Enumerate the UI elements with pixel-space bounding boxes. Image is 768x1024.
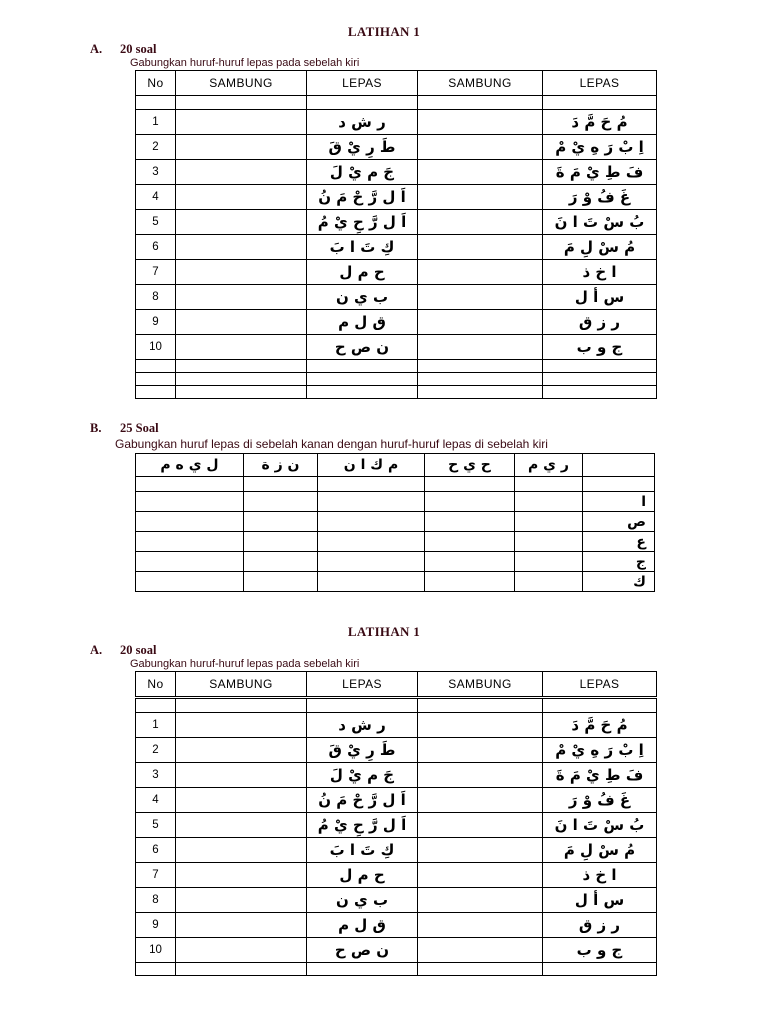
answer-cell[interactable] xyxy=(418,913,543,938)
row-number: 2 xyxy=(136,738,176,763)
lepas-cell: س أ ل xyxy=(543,888,657,913)
section-a-heading xyxy=(90,643,156,658)
answer-cell[interactable] xyxy=(176,938,307,963)
exercise-table-20 xyxy=(135,70,657,399)
answer-cell[interactable] xyxy=(515,512,583,532)
answer-cell[interactable] xyxy=(176,698,307,713)
answer-cell[interactable] xyxy=(136,492,244,512)
answer-cell[interactable] xyxy=(176,788,307,813)
answer-cell[interactable] xyxy=(425,512,515,532)
answer-cell[interactable] xyxy=(176,260,307,285)
answer-cell[interactable] xyxy=(418,360,543,373)
table-row xyxy=(136,572,655,592)
lepas-cell: مُ سْ لِ مَ xyxy=(543,838,657,863)
lepas-cell: ر ش د xyxy=(307,713,418,738)
section-b-label: B. xyxy=(90,421,102,435)
answer-cell[interactable] xyxy=(244,572,318,592)
answer-cell[interactable] xyxy=(136,552,244,572)
table-row xyxy=(136,863,657,888)
answer-cell[interactable] xyxy=(318,532,425,552)
answer-cell[interactable] xyxy=(176,335,307,360)
page-title: LATIHAN 1 xyxy=(347,624,421,639)
answer-cell[interactable] xyxy=(418,160,543,185)
letter-cell: ا xyxy=(583,492,655,512)
row-number: 5 xyxy=(136,813,176,838)
letter-cell: ج xyxy=(583,552,655,572)
table-row xyxy=(136,913,657,938)
answer-cell[interactable] xyxy=(418,285,543,310)
row-number: 8 xyxy=(136,888,176,913)
lepas-cell: طَ رِ يْ قَ xyxy=(307,135,418,160)
answer-cell[interactable] xyxy=(418,813,543,838)
lepas-cell: ق ل م xyxy=(307,913,418,938)
answer-cell[interactable] xyxy=(244,552,318,572)
header-lepas: LEPAS xyxy=(307,672,418,698)
lepas-cell: ب ي ن xyxy=(307,285,418,310)
row-number: 4 xyxy=(136,185,176,210)
lepas-cell: بُ سْ تَ ا نَ xyxy=(543,210,657,235)
answer-cell[interactable] xyxy=(418,888,543,913)
answer-cell[interactable] xyxy=(418,335,543,360)
answer-cell[interactable] xyxy=(418,713,543,738)
header-no: No xyxy=(136,672,176,698)
row-number: 1 xyxy=(136,713,176,738)
lepas-cell: ر ش د xyxy=(307,110,418,135)
lepas-cell: ب ي ن xyxy=(307,888,418,913)
row-number: 6 xyxy=(136,235,176,260)
answer-cell[interactable] xyxy=(176,838,307,863)
answer-cell[interactable] xyxy=(418,386,543,399)
header-sambung: SAMBUNG xyxy=(176,71,307,96)
word-header xyxy=(583,454,655,477)
table-row xyxy=(136,160,657,185)
header-lepas: LEPAS xyxy=(543,71,657,96)
lepas-cell: ا خ ذ xyxy=(543,863,657,888)
header-no: No xyxy=(136,71,176,96)
header-lepas: LEPAS xyxy=(543,672,657,698)
lepas-cell: غَ فُ وْ رَ xyxy=(543,185,657,210)
answer-cell[interactable] xyxy=(318,552,425,572)
answer-cell[interactable] xyxy=(418,763,543,788)
lepas-cell: ن ص ح xyxy=(307,335,418,360)
answer-cell[interactable] xyxy=(418,698,543,713)
exercise-table-20-repeat xyxy=(135,671,657,976)
section-a-label: A. xyxy=(90,42,103,56)
answer-cell[interactable] xyxy=(418,185,543,210)
table-row xyxy=(136,135,657,160)
answer-cell[interactable] xyxy=(176,763,307,788)
answer-cell[interactable] xyxy=(515,572,583,592)
header-sambung: SAMBUNG xyxy=(418,71,543,96)
answer-cell[interactable] xyxy=(425,552,515,572)
answer-cell[interactable] xyxy=(176,160,307,185)
table-row xyxy=(136,532,655,552)
page-title: LATIHAN 1 xyxy=(347,24,421,39)
lepas-cell: طَ رِ يْ قَ xyxy=(307,738,418,763)
lepas-cell: بُ سْ تَ ا نَ xyxy=(543,813,657,838)
section-a-instruction: Gabungkan huruf-huruf lepas pada sebelah kiri xyxy=(130,658,360,670)
answer-cell[interactable] xyxy=(176,813,307,838)
answer-cell[interactable] xyxy=(418,235,543,260)
answer-cell[interactable] xyxy=(176,360,307,373)
word-header: م ك ا ن xyxy=(318,454,425,477)
answer-cell[interactable] xyxy=(418,310,543,335)
section-a-title: 20 soal xyxy=(120,42,157,56)
answer-cell[interactable] xyxy=(425,572,515,592)
row-number: 7 xyxy=(136,863,176,888)
answer-cell[interactable] xyxy=(176,386,307,399)
lepas-cell: ا خ ذ xyxy=(543,260,657,285)
answer-cell[interactable] xyxy=(418,938,543,963)
word-header: ن ز ة xyxy=(244,454,318,477)
lepas-cell: كِ تَ ا بَ xyxy=(307,838,418,863)
section-b-title: 25 Soal xyxy=(120,421,159,435)
answer-cell[interactable] xyxy=(136,532,244,552)
row-number: 9 xyxy=(136,913,176,938)
lepas-cell: ح م ل xyxy=(307,863,418,888)
table-row xyxy=(136,260,657,285)
answer-cell[interactable] xyxy=(176,888,307,913)
answer-cell[interactable] xyxy=(418,863,543,888)
table-row xyxy=(136,938,657,963)
answer-cell[interactable] xyxy=(176,110,307,135)
letter-cell: ع xyxy=(583,532,655,552)
word-header: ل ي ه م xyxy=(136,454,244,477)
table-row xyxy=(136,738,657,763)
row-number: 3 xyxy=(136,763,176,788)
letter-cell: ص xyxy=(583,512,655,532)
answer-cell[interactable] xyxy=(318,477,425,492)
answer-cell[interactable] xyxy=(176,185,307,210)
row-number: 5 xyxy=(136,210,176,235)
table-row xyxy=(136,713,657,738)
answer-cell[interactable] xyxy=(244,532,318,552)
row-number: 1 xyxy=(136,110,176,135)
answer-cell[interactable] xyxy=(244,492,318,512)
lepas-cell: ح م ل xyxy=(307,260,418,285)
table-row xyxy=(136,235,657,260)
table-row xyxy=(136,492,655,512)
table-header-row xyxy=(136,672,657,698)
lepas-cell: جَ م يْ لَ xyxy=(307,763,418,788)
answer-cell[interactable] xyxy=(425,477,515,492)
row-number: 9 xyxy=(136,310,176,335)
answer-cell[interactable] xyxy=(176,210,307,235)
word-header: ر ي م xyxy=(515,454,583,477)
header-sambung: SAMBUNG xyxy=(418,672,543,698)
answer-cell[interactable] xyxy=(318,572,425,592)
table-row xyxy=(136,335,657,360)
answer-cell[interactable] xyxy=(425,532,515,552)
row-number: 10 xyxy=(136,335,176,360)
answer-cell[interactable] xyxy=(176,963,307,976)
answer-cell[interactable] xyxy=(136,477,244,492)
table-row xyxy=(136,512,655,532)
lepas-cell: مُ حَ مَّ دَ xyxy=(543,110,657,135)
answer-cell[interactable] xyxy=(418,210,543,235)
lepas-cell: ر ز ق xyxy=(543,310,657,335)
table-row xyxy=(136,185,657,210)
answer-cell[interactable] xyxy=(244,512,318,532)
table-row xyxy=(136,763,657,788)
table-header-row xyxy=(136,454,655,477)
answer-cell[interactable] xyxy=(418,373,543,386)
answer-cell[interactable] xyxy=(176,738,307,763)
lepas-cell: اَ ل رَّ حِ يْ مُ xyxy=(307,813,418,838)
row-number: 4 xyxy=(136,788,176,813)
lepas-cell: ج و ب xyxy=(543,335,657,360)
row-number: 6 xyxy=(136,838,176,863)
table-header-row xyxy=(136,71,657,96)
answer-cell[interactable] xyxy=(176,863,307,888)
lepas-cell: ن ص ح xyxy=(307,938,418,963)
table-row xyxy=(136,110,657,135)
answer-cell[interactable] xyxy=(515,477,583,492)
answer-cell[interactable] xyxy=(418,135,543,160)
row-number: 8 xyxy=(136,285,176,310)
answer-cell[interactable] xyxy=(418,738,543,763)
answer-cell[interactable] xyxy=(418,788,543,813)
table-row xyxy=(136,285,657,310)
lepas-cell: مُ حَ مَّ دَ xyxy=(543,713,657,738)
section-b-instruction: Gabungkan huruf lepas di sebelah kanan dengan huruf-huruf lepas di sebelah kiri xyxy=(115,437,548,451)
lepas-cell: كِ تَ ا بَ xyxy=(307,235,418,260)
answer-cell[interactable] xyxy=(176,373,307,386)
row-number: 2 xyxy=(136,135,176,160)
answer-cell[interactable] xyxy=(318,492,425,512)
lepas-cell: فَ طِ يْ مَ ةَ xyxy=(543,160,657,185)
lepas-cell: ر ز ق xyxy=(543,913,657,938)
answer-cell[interactable] xyxy=(418,110,543,135)
table-row xyxy=(136,788,657,813)
answer-cell[interactable] xyxy=(515,492,583,512)
answer-cell[interactable] xyxy=(136,572,244,592)
row-number: 7 xyxy=(136,260,176,285)
header-lepas: LEPAS xyxy=(307,71,418,96)
exercise-table-25 xyxy=(135,453,655,592)
table-row xyxy=(136,552,655,572)
lepas-cell: اَ ل رَّ حْ مَ نُ xyxy=(307,788,418,813)
answer-cell[interactable] xyxy=(418,260,543,285)
table-row xyxy=(136,838,657,863)
section-a-title: 20 soal xyxy=(120,643,157,657)
answer-cell[interactable] xyxy=(176,285,307,310)
answer-cell[interactable] xyxy=(515,552,583,572)
section-b-heading xyxy=(90,421,159,436)
row-number: 3 xyxy=(136,160,176,185)
lepas-cell: ج و ب xyxy=(543,938,657,963)
section-a-heading xyxy=(90,42,156,57)
answer-cell[interactable] xyxy=(318,512,425,532)
lepas-cell: اَ ل رَّ حْ مَ نُ xyxy=(307,185,418,210)
word-header: ح ي ح xyxy=(425,454,515,477)
lepas-cell: غَ فُ وْ رَ xyxy=(543,788,657,813)
lepas-cell: فَ طِ يْ مَ ةَ xyxy=(543,763,657,788)
answer-cell[interactable] xyxy=(176,310,307,335)
lepas-cell: س أ ل xyxy=(543,285,657,310)
lepas-cell: اِ بْ رَ هِ يْ مْ xyxy=(543,135,657,160)
answer-cell[interactable] xyxy=(176,135,307,160)
table-row xyxy=(136,210,657,235)
header-sambung: SAMBUNG xyxy=(176,672,307,698)
answer-cell[interactable] xyxy=(176,713,307,738)
lepas-cell: مُ سْ لِ مَ xyxy=(543,235,657,260)
answer-cell[interactable] xyxy=(176,96,307,110)
answer-cell[interactable] xyxy=(136,512,244,532)
section-a-label: A. xyxy=(90,643,103,657)
lepas-cell: اَ ل رَّ حِ يْ مُ xyxy=(307,210,418,235)
lepas-cell: اِ بْ رَ هِ يْ مْ xyxy=(543,738,657,763)
table-row xyxy=(136,813,657,838)
answer-cell[interactable] xyxy=(418,838,543,863)
answer-cell[interactable] xyxy=(244,477,318,492)
answer-cell[interactable] xyxy=(425,492,515,512)
lepas-cell: جَ م يْ لَ xyxy=(307,160,418,185)
answer-cell[interactable] xyxy=(176,913,307,938)
answer-cell[interactable] xyxy=(418,96,543,110)
answer-cell[interactable] xyxy=(418,963,543,976)
table-row xyxy=(136,888,657,913)
answer-cell[interactable] xyxy=(515,532,583,552)
lepas-cell: ق ل م xyxy=(307,310,418,335)
table-row xyxy=(136,310,657,335)
answer-cell[interactable] xyxy=(176,235,307,260)
row-number: 10 xyxy=(136,938,176,963)
section-a-instruction: Gabungkan huruf-huruf lepas pada sebelah kiri xyxy=(130,57,360,69)
letter-cell: ك xyxy=(583,572,655,592)
